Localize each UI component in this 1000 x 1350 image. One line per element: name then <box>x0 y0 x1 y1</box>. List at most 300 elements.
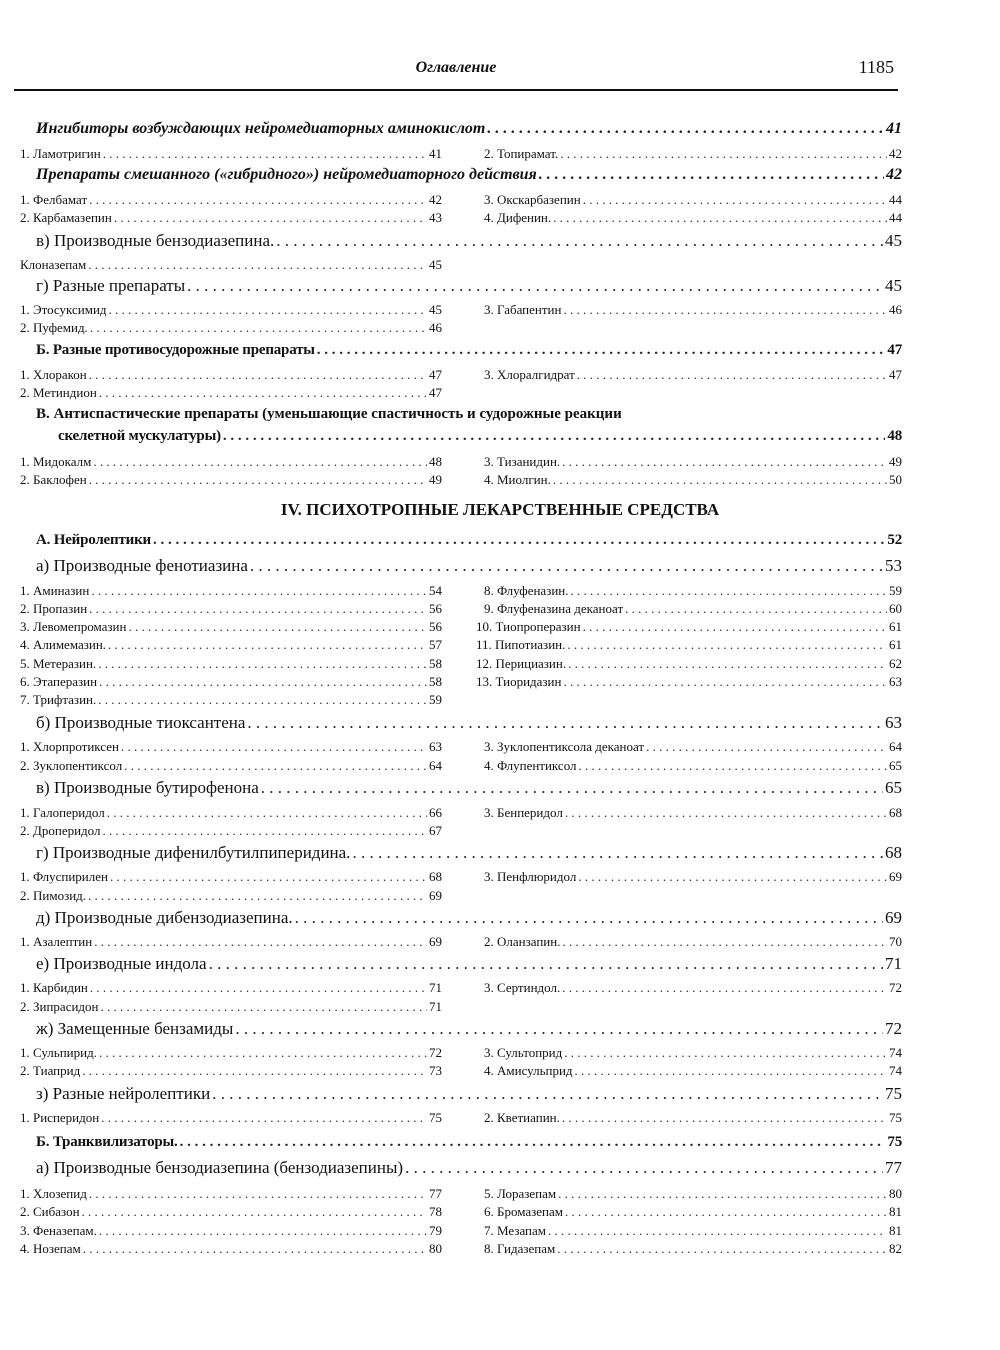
toc-entry-title: 1. Этосуксимид <box>20 302 107 317</box>
toc-entry-title: 4. Амисульприд <box>484 1063 573 1078</box>
dot-leader <box>565 1203 887 1220</box>
toc-entry-title: 10. Тиопроперазин <box>476 619 581 634</box>
toc-entry <box>20 145 442 162</box>
toc-entry <box>484 933 902 950</box>
toc-entry-page: 54 <box>429 583 442 598</box>
toc-entry-page: 42 <box>889 146 902 161</box>
toc-heading-line1: В. Антиспастические препараты (уменьшающие спастичность и судорожные реакции <box>36 406 622 422</box>
dot-leader <box>187 275 883 297</box>
toc-entry-title: 7. Трифтазин. <box>20 692 97 707</box>
toc-entry <box>484 471 902 488</box>
toc-entry-title: 2. Зуклопентиксол <box>20 758 123 773</box>
toc-entry <box>20 366 442 383</box>
toc-entry <box>484 145 902 162</box>
toc-entry <box>484 804 902 821</box>
toc-entry-title: 2. Тиаприд <box>20 1063 81 1078</box>
toc-entry <box>20 757 442 774</box>
toc-entry-page: 71 <box>885 954 902 973</box>
toc-entry <box>484 738 902 755</box>
toc-subsection <box>36 712 902 734</box>
toc-entry-page: 81 <box>889 1223 902 1238</box>
dot-leader <box>583 618 887 635</box>
toc-entry-page: 81 <box>889 1204 902 1219</box>
toc-entry <box>20 384 442 401</box>
toc-entry-page: 64 <box>429 758 442 773</box>
toc-subsection <box>36 907 902 929</box>
toc-entry-page: 75 <box>885 1084 902 1103</box>
dot-leader <box>121 738 427 755</box>
toc-entry-title: 11. Пипотиазин. <box>476 637 566 652</box>
dot-leader <box>99 1044 427 1061</box>
dot-leader <box>88 887 427 904</box>
dot-leader <box>89 366 427 383</box>
toc-entry <box>484 868 902 885</box>
toc-entry-page: 68 <box>429 869 442 884</box>
toc-entry <box>20 319 442 336</box>
dot-leader <box>578 868 887 885</box>
toc-entry-title: Ингибиторы возбуждающих нейромедиаторных аминокислот <box>36 120 486 137</box>
toc-entry-page: 77 <box>429 1186 442 1201</box>
toc-entry <box>484 582 902 599</box>
dot-leader <box>89 1185 427 1202</box>
toc-entry <box>20 301 442 318</box>
toc-entry-page: 63 <box>429 739 442 754</box>
toc-entry-page: 45 <box>429 302 442 317</box>
toc-entry-title: в) Производные бутирофенона <box>36 778 259 797</box>
toc-entry-title: 9. Флуфеназина деканоат <box>484 601 624 616</box>
toc-entry-page: 69 <box>885 908 902 927</box>
toc-entry-page: 64 <box>889 739 902 754</box>
toc-entry <box>484 366 902 383</box>
toc-entry <box>20 804 442 821</box>
toc-entry-title: е) Производные индола <box>36 954 207 973</box>
dot-leader <box>568 655 887 672</box>
toc-entry-page: 79 <box>429 1223 442 1238</box>
dot-leader <box>563 673 887 690</box>
dot-leader <box>223 426 886 446</box>
running-header-title: Оглавление <box>415 59 497 76</box>
toc-entry-title: 1. Мидокалм <box>20 454 92 469</box>
dot-leader <box>107 804 427 821</box>
dot-leader <box>82 1062 427 1079</box>
toc-entry-title: 4. Миолгин. <box>484 472 551 487</box>
dot-leader <box>88 256 427 273</box>
toc-entry-title: 3. Зуклопентиксола деканоат <box>484 739 645 754</box>
toc-entry-title: 12. Перициазин. <box>476 656 567 671</box>
dot-leader <box>99 1222 427 1239</box>
toc-entry-title: 2. Карбамазепин <box>20 210 112 225</box>
toc-subsection <box>36 1157 902 1179</box>
toc-entry <box>20 1203 442 1220</box>
dot-leader <box>101 1109 427 1126</box>
dot-leader <box>89 600 427 617</box>
toc-entry-page: 75 <box>889 1110 902 1125</box>
toc-entry <box>20 979 442 996</box>
toc-entry-title: 2. Зипрасидон <box>20 999 99 1014</box>
dot-leader <box>235 1018 883 1040</box>
toc-entry <box>484 600 902 617</box>
toc-entry-title: 1. Ламотригин <box>20 146 101 161</box>
dot-leader <box>108 636 427 653</box>
toc-entry-title: 2. Пуфемид. <box>20 320 88 335</box>
dot-leader <box>261 777 883 799</box>
toc-entry <box>20 868 442 885</box>
toc-entry-page: 59 <box>429 692 442 707</box>
dot-leader <box>562 453 887 470</box>
dot-leader <box>646 738 887 755</box>
dot-leader <box>553 471 887 488</box>
toc-entry-page: 80 <box>429 1241 442 1256</box>
dot-leader <box>562 979 887 996</box>
toc-entry-title: 3. Сультоприд <box>484 1045 563 1060</box>
dot-leader <box>209 953 883 975</box>
toc-entry-page: 47 <box>889 367 902 382</box>
toc-entry-page: 47 <box>887 342 902 358</box>
toc-entry-page: 47 <box>429 385 442 400</box>
toc-entry-page: 49 <box>889 454 902 469</box>
toc-entry-title: 8. Флуфеназин. <box>484 583 569 598</box>
dot-leader <box>89 471 427 488</box>
dot-leader <box>562 1109 887 1126</box>
toc-entry-page: 74 <box>889 1045 902 1060</box>
toc-entry-title: 2. Сибазон <box>20 1204 80 1219</box>
toc-entry-page: 61 <box>889 637 902 652</box>
toc-entry-page: 44 <box>889 192 902 207</box>
toc-entry <box>484 1240 902 1257</box>
toc-entry-page: 61 <box>889 619 902 634</box>
toc-subsection <box>36 1018 902 1040</box>
toc-entry-title: 3. Габапентин <box>484 302 562 317</box>
dot-leader <box>93 453 427 470</box>
toc-entry-page: 68 <box>885 843 902 862</box>
toc-entry-page: 74 <box>889 1063 902 1078</box>
toc-entry <box>20 998 442 1015</box>
toc-entry <box>484 979 902 996</box>
toc-entry-title: в) Производные бензодиазепина. <box>36 231 275 250</box>
toc-entry <box>484 1203 902 1220</box>
toc-entry <box>484 1044 902 1061</box>
toc-entry-page: 69 <box>889 869 902 884</box>
dot-leader <box>352 842 883 864</box>
toc-entry <box>484 1185 902 1202</box>
toc-entry-page: 78 <box>429 1204 442 1219</box>
toc-entry-page: 68 <box>889 805 902 820</box>
toc-entry <box>484 301 902 318</box>
toc-entry-title: 3. Левомепромазин <box>20 619 127 634</box>
dot-leader <box>625 600 887 617</box>
toc-entry-page: 46 <box>429 320 442 335</box>
toc-entry-title: 1. Азалептин <box>20 934 93 949</box>
toc-entry <box>20 600 442 617</box>
dot-leader <box>89 191 427 208</box>
toc-entry-page: 47 <box>429 367 442 382</box>
dot-leader <box>560 145 887 162</box>
toc-entry-title: 13. Тиоридазин <box>476 674 562 689</box>
toc-entry <box>484 757 902 774</box>
toc-entry <box>484 453 902 470</box>
toc-entry-page: 77 <box>885 1158 902 1177</box>
toc-entry-title: г) Разные препараты <box>36 276 186 295</box>
toc-entry-title: 1. Аминазин <box>20 583 90 598</box>
toc-entry <box>20 738 442 755</box>
toc-entry-title: 2. Пимозид. <box>20 888 87 903</box>
toc-entry-title: 6. Бромазепам <box>484 1204 563 1219</box>
toc-entry-title: 6. Этаперазин <box>20 674 98 689</box>
toc-entry-page: 42 <box>429 192 442 207</box>
dot-leader <box>276 230 883 252</box>
toc-entry-title: з) Разные нейролептики <box>36 1084 211 1103</box>
dot-leader <box>539 164 884 185</box>
toc-entry <box>20 1222 442 1239</box>
dot-leader <box>565 804 887 821</box>
toc-entry-title: 2. Кветиапин. <box>484 1110 560 1125</box>
part-title: IV. ПСИХОТРОПНЫЕ ЛЕКАРСТВЕННЫЕ СРЕДСТВА <box>280 500 720 519</box>
toc-entry <box>36 118 902 139</box>
toc-entry <box>20 1109 442 1126</box>
toc-entry <box>20 471 442 488</box>
toc-entry-title: 5. Лоразепам <box>484 1186 557 1201</box>
toc-entry-title: 2. Метиндион <box>20 385 97 400</box>
dot-leader <box>553 209 887 226</box>
toc-entry-page: 57 <box>429 637 442 652</box>
toc-entry-title: 1. Галоперидол <box>20 805 105 820</box>
toc-entry-page: 69 <box>429 934 442 949</box>
toc-entry-page: 71 <box>429 999 442 1014</box>
toc-entry <box>20 691 442 708</box>
dot-leader <box>90 979 427 996</box>
toc-entry-title: 1. Фелбамат <box>20 192 88 207</box>
toc-subsection <box>36 230 902 252</box>
toc-entry-title: 3. Сертиндол. <box>484 980 561 995</box>
dot-leader <box>114 209 427 226</box>
toc-entry-title: 3. Окскарбазепин <box>484 192 581 207</box>
dot-leader <box>98 655 427 672</box>
toc-entry-title: 1. Карбидин <box>20 980 88 995</box>
dot-leader <box>128 618 427 635</box>
toc-entry-page: 80 <box>889 1186 902 1201</box>
dot-leader <box>110 868 427 885</box>
toc-entry-title: Б. Транквилизаторы. <box>36 1134 178 1150</box>
toc-heading <box>36 340 902 360</box>
dot-leader <box>82 1203 427 1220</box>
dot-leader <box>153 530 885 550</box>
toc-entry-title: 4. Нозепам <box>20 1241 81 1256</box>
dot-leader <box>567 636 887 653</box>
dot-leader <box>212 1083 883 1105</box>
toc-entry <box>484 209 902 226</box>
toc-entry-title: 1. Хлоракон <box>20 367 87 382</box>
dot-leader <box>90 319 427 336</box>
toc-entry-page: 75 <box>887 1134 902 1150</box>
dot-leader <box>91 582 427 599</box>
toc-entry-page: 70 <box>889 934 902 949</box>
toc-entry <box>484 1062 902 1079</box>
dot-leader <box>109 301 427 318</box>
toc-entry-page: 45 <box>885 276 902 295</box>
dot-leader <box>101 998 428 1015</box>
toc-entry-page: 62 <box>889 656 902 671</box>
dot-leader <box>180 1132 886 1152</box>
toc-entry-page: 60 <box>889 601 902 616</box>
toc-entry <box>20 655 442 672</box>
toc-entry-page: 82 <box>889 1241 902 1256</box>
toc-entry-page: 69 <box>429 888 442 903</box>
toc-entry-page: 52 <box>887 532 902 548</box>
toc-entry-page: 67 <box>429 823 442 838</box>
toc-entry <box>20 1185 442 1202</box>
toc-heading <box>58 426 902 446</box>
toc-entry-page: 48 <box>429 454 442 469</box>
toc-entry-title: 8. Гидазепам <box>484 1241 556 1256</box>
dot-leader <box>98 691 427 708</box>
toc-entry-title: 2. Топирамат. <box>484 146 559 161</box>
dot-leader <box>83 1240 427 1257</box>
toc-entry-title: 4. Дифенин. <box>484 210 552 225</box>
toc-entry <box>20 618 442 635</box>
toc-entry <box>20 582 442 599</box>
toc-entry-page: 73 <box>429 1063 442 1078</box>
toc-entry-page: 63 <box>885 713 902 732</box>
dot-leader <box>558 1185 887 1202</box>
toc-entry-page: 56 <box>429 619 442 634</box>
toc-entry-title: 1. Сульпирид. <box>20 1045 97 1060</box>
toc-entry-title: 2. Баклофен <box>20 472 87 487</box>
toc-entry-title: 5. Метеразин. <box>20 656 97 671</box>
toc-entry-page: 41 <box>429 146 442 161</box>
toc-entry-page: 53 <box>885 556 902 575</box>
toc-entry-page: 72 <box>885 1019 902 1038</box>
toc-entry-page: 43 <box>429 210 442 225</box>
toc-entry <box>20 256 442 273</box>
toc-entry <box>20 191 442 208</box>
toc-entry-title: 3. Пенфлюридол <box>484 869 577 884</box>
running-header <box>14 55 898 91</box>
toc-entry-title: 4. Алимемазин. <box>20 637 107 652</box>
toc-subsection <box>36 842 902 864</box>
toc-entry-page: 66 <box>429 805 442 820</box>
dot-leader <box>563 301 887 318</box>
toc-entry <box>484 1222 902 1239</box>
toc-entry <box>484 191 902 208</box>
toc-subsection <box>36 777 902 799</box>
toc-entry-page: 72 <box>889 980 902 995</box>
toc-entry-page: 59 <box>889 583 902 598</box>
page-number: 1185 <box>858 57 894 77</box>
toc-entry-title: 1. Хлозепид <box>20 1186 87 1201</box>
toc-entry <box>476 655 902 672</box>
toc-entry-page: 41 <box>886 120 902 137</box>
dot-leader <box>102 822 427 839</box>
toc-entry-title: 3. Бенперидол <box>484 805 563 820</box>
dot-leader <box>583 191 887 208</box>
toc-entry-page: 48 <box>887 428 902 444</box>
toc-entry <box>484 1109 902 1126</box>
toc-entry-page: 42 <box>886 166 902 183</box>
toc-entry-title: д) Производные дибензодиазепина. <box>36 908 293 927</box>
toc-entry-page: 56 <box>429 601 442 616</box>
toc-entry-page: 45 <box>885 231 902 250</box>
dot-leader <box>317 340 886 360</box>
toc-entry-title: ж) Замещенные бензамиды <box>36 1019 234 1038</box>
toc-entry-title: 3. Феназепам. <box>20 1223 97 1238</box>
toc-heading <box>36 1132 902 1152</box>
toc-entry-title: Б. Разные противосудорожные препараты <box>36 342 315 358</box>
toc-entry-page: 46 <box>889 302 902 317</box>
dot-leader <box>487 118 884 139</box>
toc-entry-title: а) Производные фенотиазина <box>36 556 248 575</box>
dot-leader <box>99 384 427 401</box>
toc-entry <box>476 618 902 635</box>
toc-subsection <box>36 275 902 297</box>
dot-leader <box>405 1157 883 1179</box>
toc-entry <box>20 933 442 950</box>
toc-entry-page: 65 <box>885 778 902 797</box>
dot-leader <box>250 555 883 577</box>
dot-leader <box>247 712 883 734</box>
toc-entry-page: 71 <box>429 980 442 995</box>
toc-entry-title: а) Производные бензодиазепина (бензодиазепины) <box>36 1158 404 1177</box>
toc-entry <box>20 887 442 904</box>
toc-entry-title: 1. Флуспирилен <box>20 869 108 884</box>
toc-entry <box>20 636 442 653</box>
toc-entry-title: 1. Хлорпротиксен <box>20 739 119 754</box>
dot-leader <box>579 757 887 774</box>
toc-subsection <box>36 953 902 975</box>
dot-leader <box>562 933 887 950</box>
toc-entry <box>20 1062 442 1079</box>
dot-leader <box>577 366 887 383</box>
toc-subsection <box>36 555 902 577</box>
toc-entry-page: 75 <box>429 1110 442 1125</box>
toc-entry <box>20 822 442 839</box>
toc-entry-page: 72 <box>429 1045 442 1060</box>
toc-entry <box>476 673 902 690</box>
toc-entry-title: 2. Дроперидол <box>20 823 101 838</box>
toc-entry-title: 3. Тизанидин. <box>484 454 561 469</box>
toc-entry <box>20 209 442 226</box>
dot-leader <box>94 933 427 950</box>
toc-entry-title: г) Производные дифенилбутилпиперидина. <box>36 843 351 862</box>
toc-heading <box>36 530 902 550</box>
toc-entry-title: 2. Пропазин <box>20 601 88 616</box>
dot-leader <box>564 1044 887 1061</box>
toc-entry <box>20 673 442 690</box>
dot-leader <box>571 582 887 599</box>
toc-entry-page: 50 <box>889 472 902 487</box>
toc-entry-title: 4. Флупентиксол <box>484 758 577 773</box>
dot-leader <box>548 1222 887 1239</box>
toc-entry <box>20 453 442 470</box>
toc-entry-title: Клоназепам <box>20 257 87 272</box>
toc-entry-title: 1. Рисперидон <box>20 1110 100 1125</box>
toc-entry-title: 2. Оланзапин. <box>484 934 561 949</box>
dot-leader <box>103 145 427 162</box>
toc-entry-title: 7. Мезапам <box>484 1223 547 1238</box>
toc-entry <box>476 636 902 653</box>
toc-entry-title: 3. Хлоралгидрат <box>484 367 575 382</box>
dot-leader <box>557 1240 887 1257</box>
toc-entry-title: А. Нейролептики <box>36 532 151 548</box>
dot-leader <box>295 907 883 929</box>
toc-entry-page: 58 <box>429 656 442 671</box>
toc-entry-title: скелетной мускулатуры) <box>58 428 221 444</box>
toc-entry-title: б) Производные тиоксантена <box>36 713 246 732</box>
toc-entry-page: 63 <box>889 674 902 689</box>
toc-entry-page: 58 <box>429 674 442 689</box>
toc-entry-page: 65 <box>889 758 902 773</box>
dot-leader <box>124 757 427 774</box>
toc-subsection <box>36 1083 902 1105</box>
